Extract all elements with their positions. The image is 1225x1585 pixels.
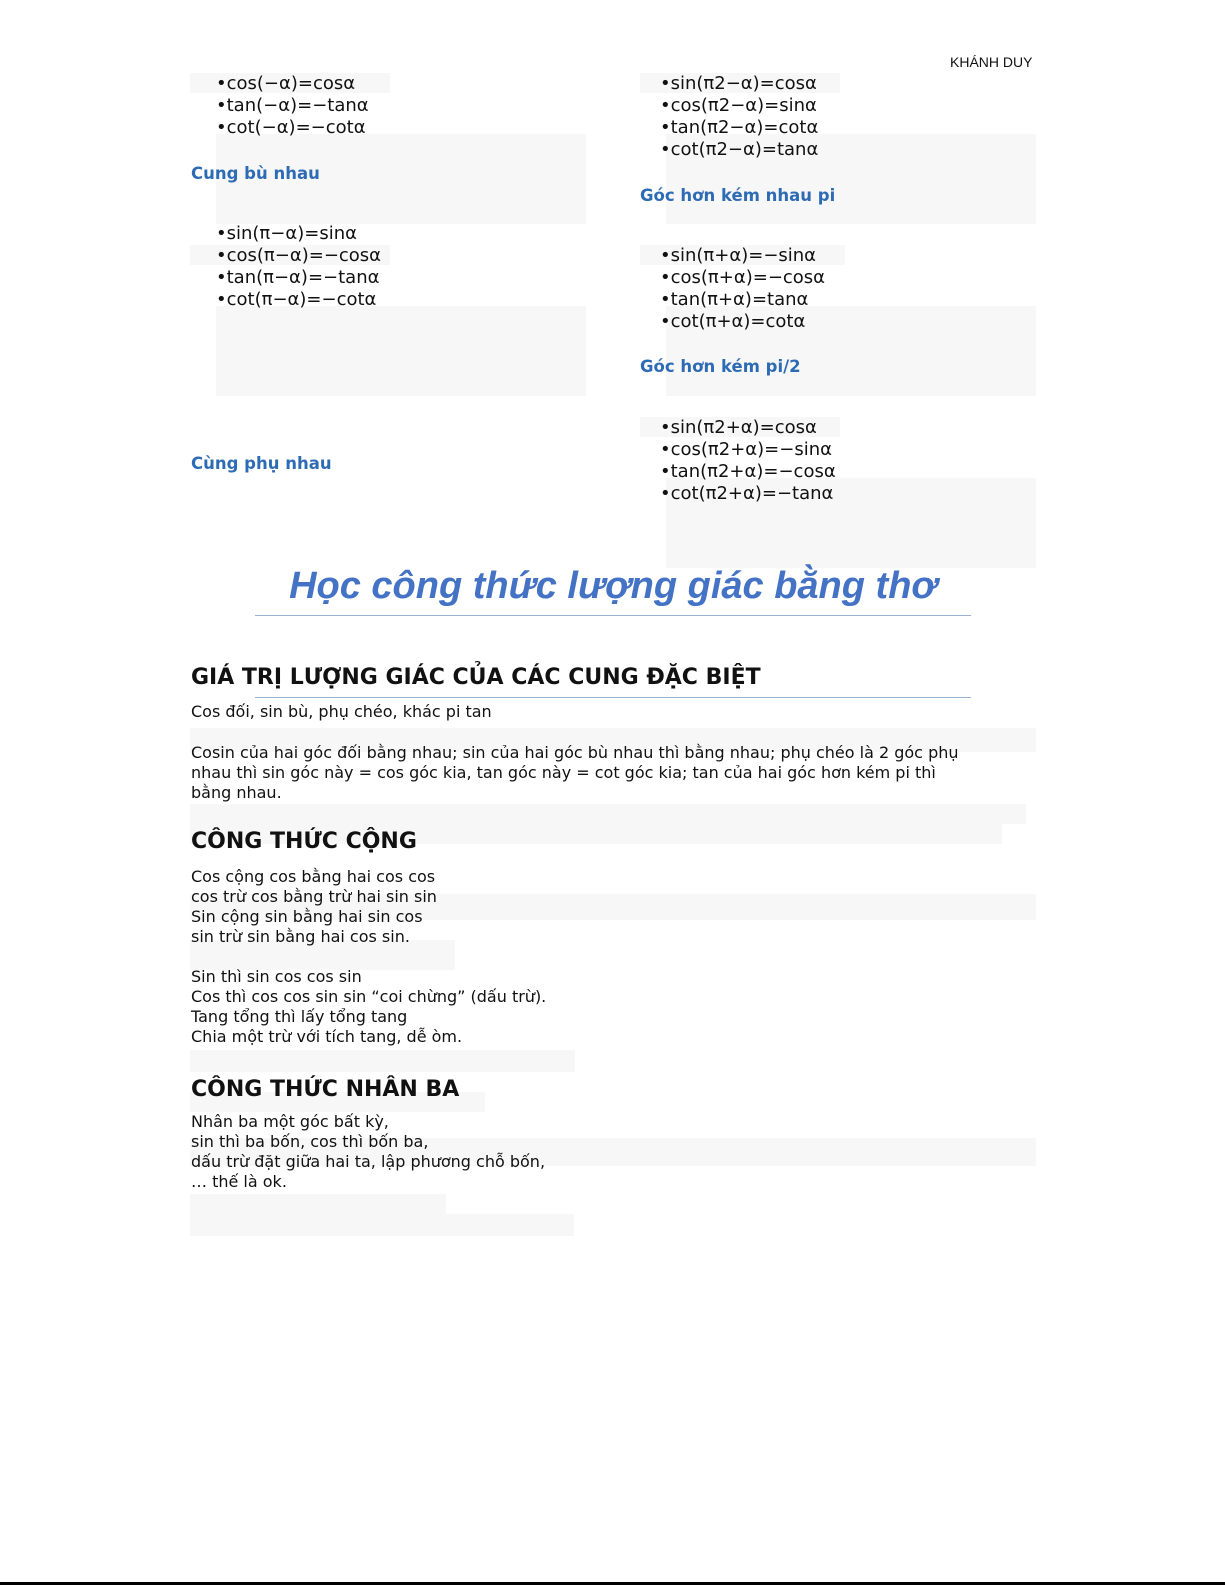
verse-line: Sin thì sin cos cos sin (191, 967, 362, 986)
formula-line: •cot(−α)=−cotα (216, 117, 366, 138)
formula-block-pi2 (660, 417, 836, 505)
formula-line: •cos(π2+α)=−sinα (660, 439, 833, 460)
explanation-paragraph (191, 743, 959, 803)
text-line: bằng nhau. (191, 783, 282, 802)
formula-line: •cot(π+α)=cotα (660, 311, 806, 332)
verse-line: cos trừ cos bằng trừ hai sin sin (191, 887, 437, 906)
author-name: KHÁNH DUY (950, 54, 1033, 70)
verse-line: dấu trừ đặt giữa hai ta, lập phương chỗ bốn, (191, 1152, 546, 1171)
formula-block-pi (660, 245, 825, 333)
page-title: Học công thức lượng giác bằng thơ (289, 565, 937, 607)
verse-block-2 (191, 967, 546, 1047)
formula-line: •tan(π2−α)=cotα (660, 117, 819, 138)
verse-block-3 (191, 1112, 545, 1192)
verse-line: Nhân ba một góc bất kỳ, (191, 1112, 389, 1131)
formula-line: •tan(π+α)=tanα (660, 289, 809, 310)
verse-line: sin trừ sin bằng hai cos sin. (191, 927, 410, 946)
formula-line: •cot(π−α)=−cotα (216, 289, 377, 310)
formula-line: •sin(π2−α)=cosα (660, 73, 817, 94)
formula-line: •cot(π2+α)=−tanα (660, 483, 834, 504)
section-heading-cong-thuc-cong: CÔNG THỨC CỘNG (191, 829, 417, 854)
heading-cung-phu-nhau: Cùng phụ nhau (191, 454, 332, 473)
verse-line: … thế là ok. (191, 1172, 287, 1191)
formula-block-doi (216, 73, 369, 139)
formula-line: •sin(π+α)=−sinα (660, 245, 817, 266)
verse-block-1 (191, 867, 437, 947)
formula-line: •sin(π2+α)=cosα (660, 417, 817, 438)
formula-line: •tan(−α)=−tanα (216, 95, 369, 116)
formula-block-phu (660, 73, 818, 161)
text-line: Cos đối, sin bù, phụ chéo, khác pi tan (191, 702, 492, 721)
verse-line: Cos thì cos cos sin sin “coi chừng” (dấu trừ). (191, 987, 547, 1006)
formula-line: •cos(π+α)=−cosα (660, 267, 826, 288)
text-line: Cosin của hai góc đối bằng nhau; sin của hai góc bù nhau thì bằng nhau; phụ chéo là 2 góc phụ (191, 743, 959, 762)
formula-line: •tan(π−α)=−tanα (216, 267, 380, 288)
formula-line: •tan(π2+α)=−cosα (660, 461, 836, 482)
heading-goc-hon-kem-pi: Góc hơn kém nhau pi (640, 186, 836, 205)
title-underline (255, 615, 971, 616)
mnemonic-line (191, 702, 492, 722)
verse-line: Sin cộng sin bằng hai sin cos (191, 907, 423, 926)
heading-goc-hon-kem-pi2: Góc hơn kém pi/2 (640, 357, 801, 376)
formula-line: •cos(π2−α)=sinα (660, 95, 817, 116)
section-heading-gia-tri: GIÁ TRỊ LƯỢNG GIÁC CỦA CÁC CUNG ĐẶC BIỆT (191, 665, 761, 690)
section-underline (255, 697, 971, 698)
formula-line: •sin(π−α)=sinα (216, 223, 357, 244)
heading-cung-bu-nhau: Cung bù nhau (191, 164, 320, 183)
verse-line: Chia một trừ với tích tang, dễ òm. (191, 1027, 463, 1046)
text-line: nhau thì sin góc này = cos góc kia, tan góc này = cot góc kia; tan của hai góc hơn kém pi thì (191, 763, 936, 782)
formula-block-bu (216, 223, 381, 311)
formula-line: •cos(π−α)=−cosα (216, 245, 382, 266)
verse-line: sin thì ba bốn, cos thì bốn ba, (191, 1132, 429, 1151)
section-heading-nhan-ba: CÔNG THỨC NHÂN BA (191, 1077, 460, 1102)
formula-line: •cos(−α)=cosα (216, 73, 356, 94)
verse-line: Tang tổng thì lấy tổng tang (191, 1007, 408, 1026)
verse-line: Cos cộng cos bằng hai cos cos (191, 867, 436, 886)
formula-line: •cot(π2−α)=tanα (660, 139, 819, 160)
